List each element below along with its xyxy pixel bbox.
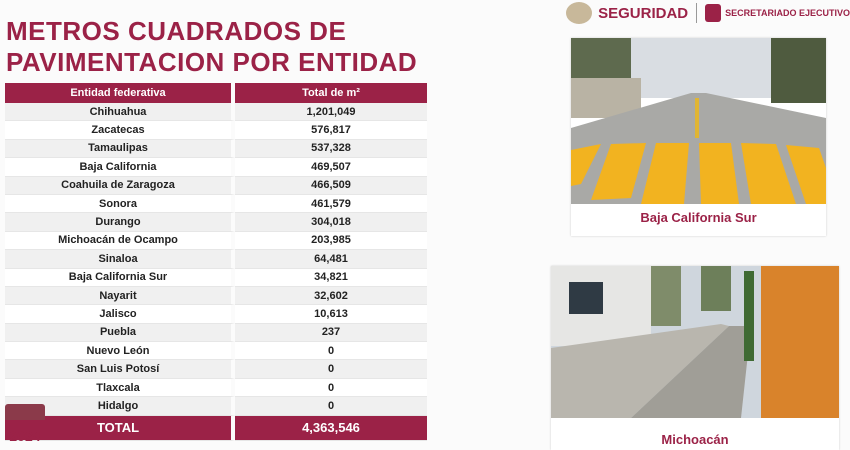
cell-total: 537,328 bbox=[235, 140, 427, 158]
cell-entidad: Michoacán de Ocampo bbox=[5, 232, 235, 250]
cell-total: 466,509 bbox=[235, 177, 427, 195]
cell-total: 461,579 bbox=[235, 195, 427, 213]
paving-table bbox=[5, 83, 427, 441]
cell-total: 1,201,049 bbox=[235, 103, 427, 121]
cell-entidad: Nuevo León bbox=[5, 342, 235, 360]
header-logos bbox=[566, 0, 850, 26]
cell-entidad: Puebla bbox=[5, 324, 235, 342]
cell-entidad: Baja California Sur bbox=[5, 269, 235, 287]
watermark-logo bbox=[2, 402, 48, 446]
ejecutivo-logo: SECRETARIADO EJECUTIVO bbox=[725, 8, 850, 18]
cell-total: 0 bbox=[235, 342, 427, 360]
table-row bbox=[5, 360, 427, 378]
table-row bbox=[5, 158, 427, 176]
table-row bbox=[5, 140, 427, 158]
cell-total: 32,602 bbox=[235, 287, 427, 305]
cell-total: 576,817 bbox=[235, 121, 427, 139]
table-row bbox=[5, 195, 427, 213]
table-row bbox=[5, 213, 427, 231]
cell-total: 0 bbox=[235, 379, 427, 397]
cell-entidad: Sonora bbox=[5, 195, 235, 213]
table-row bbox=[5, 342, 427, 360]
column-header-total: Total de m² bbox=[235, 83, 427, 103]
cell-total: 304,018 bbox=[235, 213, 427, 231]
cell-total: 10,613 bbox=[235, 305, 427, 323]
cell-entidad: Zacatecas bbox=[5, 121, 235, 139]
total-label: TOTAL bbox=[5, 416, 235, 441]
cell-entidad: Coahuila de Zaragoza bbox=[5, 177, 235, 195]
photo-card-baja-california-sur bbox=[571, 38, 826, 236]
cell-total: 203,985 bbox=[235, 232, 427, 250]
table-row bbox=[5, 269, 427, 287]
building-icon bbox=[5, 404, 45, 420]
page-title bbox=[6, 16, 417, 78]
cell-entidad: Hidalgo bbox=[5, 397, 235, 415]
cell-total: 0 bbox=[235, 397, 427, 415]
title-line-1: METROS CUADRADOS DE bbox=[6, 16, 347, 46]
watermark-year: 2024 bbox=[9, 428, 41, 444]
table-row bbox=[5, 121, 427, 139]
table-header-row bbox=[5, 83, 427, 103]
table-row bbox=[5, 232, 427, 250]
cell-total: 0 bbox=[235, 360, 427, 378]
cell-total: 469,507 bbox=[235, 158, 427, 176]
table-row bbox=[5, 397, 427, 415]
table-row bbox=[5, 103, 427, 121]
table-row bbox=[5, 305, 427, 323]
table-row bbox=[5, 379, 427, 397]
column-header-entidad: Entidad federativa bbox=[5, 83, 235, 103]
total-row bbox=[5, 416, 427, 441]
photo-caption-2: Michoacán bbox=[661, 432, 729, 447]
title-line-2: PAVIMENTACION POR ENTIDAD bbox=[6, 47, 418, 77]
cell-entidad: Durango bbox=[5, 213, 235, 231]
total-value: 4,363,546 bbox=[235, 416, 427, 441]
photo-card-michoacan bbox=[551, 266, 839, 450]
paved-street-photo bbox=[551, 266, 839, 418]
cell-entidad: Nayarit bbox=[5, 287, 235, 305]
table-row bbox=[5, 324, 427, 342]
table-row bbox=[5, 250, 427, 268]
cell-entidad: Tlaxcala bbox=[5, 379, 235, 397]
cell-entidad: Jalisco bbox=[5, 305, 235, 323]
table-body bbox=[5, 103, 427, 441]
secretariado-shield-icon bbox=[705, 4, 721, 22]
government-seal-icon bbox=[566, 2, 592, 24]
cell-entidad: San Luis Potosí bbox=[5, 360, 235, 378]
table-row bbox=[5, 287, 427, 305]
logo-divider bbox=[696, 3, 697, 23]
road-with-crosswalk-photo bbox=[571, 38, 826, 204]
seguridad-logo: SEGURIDAD bbox=[598, 4, 689, 22]
cell-total: 237 bbox=[235, 324, 427, 342]
cell-entidad: Baja California bbox=[5, 158, 235, 176]
cell-entidad: Chihuahua bbox=[5, 103, 235, 121]
cell-total: 34,821 bbox=[235, 269, 427, 287]
cell-total: 64,481 bbox=[235, 250, 427, 268]
table-row bbox=[5, 177, 427, 195]
cell-entidad: Tamaulipas bbox=[5, 140, 235, 158]
photo-caption-1: Baja California Sur bbox=[640, 210, 757, 225]
cell-entidad: Sinaloa bbox=[5, 250, 235, 268]
